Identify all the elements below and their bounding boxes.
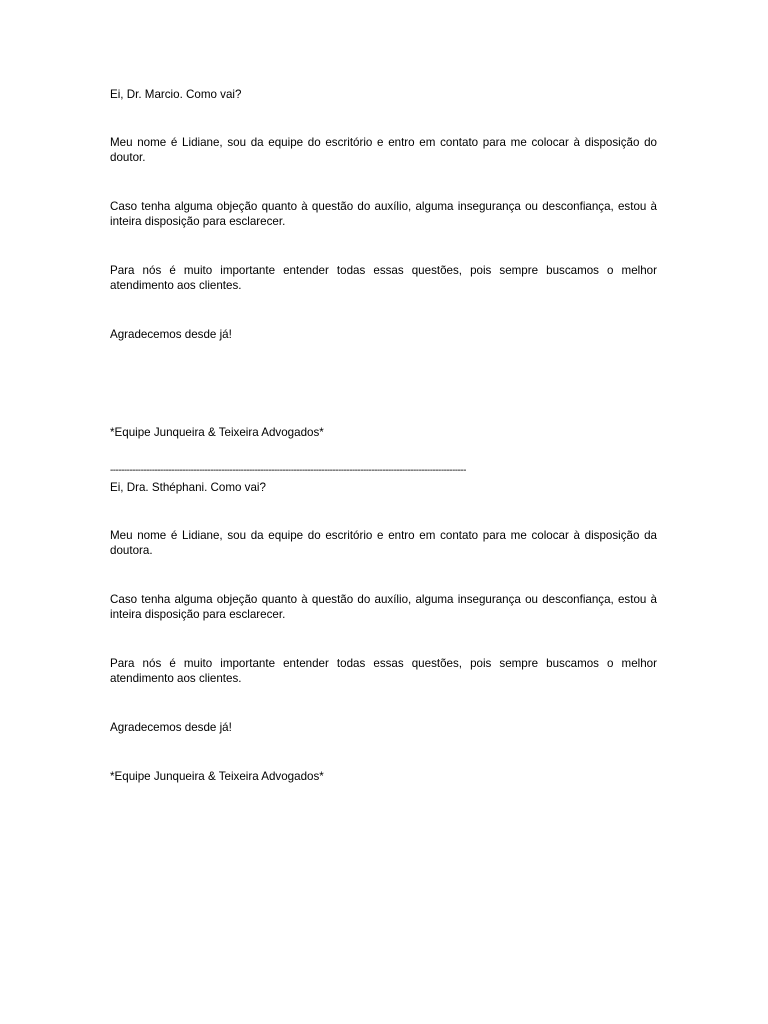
letter-2-intro-paragraph: Meu nome é Lidiane, sou da equipe do escritório e entro em contato para me colocar à disposição da doutora.	[110, 529, 657, 557]
letter-2-thanks: Agradecemos desde já!	[110, 721, 232, 734]
letter-1-signature: *Equipe Junqueira & Teixeira Advogados*	[110, 426, 324, 439]
letter-separator: --------------------------------------------------------------------------------------------------------------------------------	[110, 465, 466, 476]
letter-1-intro-paragraph: Meu nome é Lidiane, sou da equipe do escritório e entro em contato para me colocar à disposição do doutor.	[110, 136, 657, 164]
letter-1-objection-paragraph: Caso tenha alguma objeção quanto à questão do auxílio, alguma insegurança ou desconfiança, estou à inteira disposição para esclarecer.	[110, 200, 657, 228]
letter-2-importance-paragraph: Para nós é muito importante entender todas essas questões, pois sempre buscamos o melhor atendimento aos clientes.	[110, 657, 657, 685]
letter-1-importance-paragraph: Para nós é muito importante entender todas essas questões, pois sempre buscamos o melhor atendimento aos clientes.	[110, 264, 657, 292]
letter-1-greeting: Ei, Dr. Marcio. Como vai?	[110, 88, 242, 101]
letter-2-signature: *Equipe Junqueira & Teixeira Advogados*	[110, 770, 324, 783]
letter-1-thanks: Agradecemos desde já!	[110, 328, 232, 341]
letter-2-greeting: Ei, Dra. Sthéphani. Como vai?	[110, 481, 266, 494]
letter-2-objection-paragraph: Caso tenha alguma objeção quanto à questão do auxílio, alguma insegurança ou desconfiança, estou à inteira disposição para esclarecer.	[110, 593, 657, 621]
